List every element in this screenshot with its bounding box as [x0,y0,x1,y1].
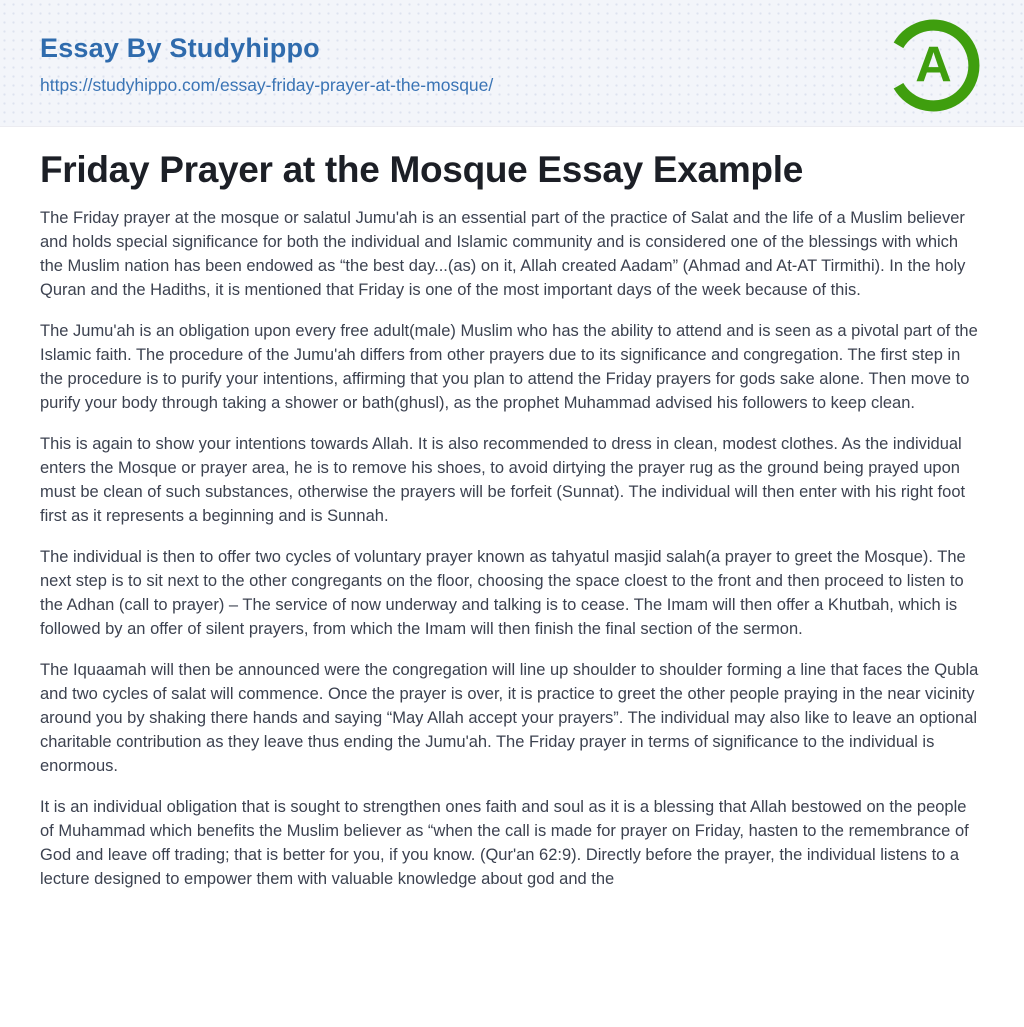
site-title: Essay By Studyhippo [40,33,320,64]
logo-letter: A [915,35,952,93]
essay-paragraph-2: The Jumu'ah is an obligation upon every free adult(male) Muslim who has the ability to attend and is seen as a pivotal part of the Islamic faith. The procedure of the Jumu'ah differs from other prayers due to its significance and congregation. The first step in the procedure is to purify your intentions, affirming that you plan to attend the Friday prayers for gods sake alone. Then move to purify your body through taking a shower or bath(ghusl), as the prophet Muhammad advised his followers to keep clean. [40,322,978,413]
studyhippo-logo-icon [885,16,982,113]
essay-paragraph-1: The Friday prayer at the mosque or salatul Jumu'ah is an essential part of the practice of Salat and the life of a Muslim believer and holds special significance for both the individual and Islamic community and is considered one of the blessings with which the Muslim nation has been endowed as “the best day...(as) on it, Allah created Aadam” (Ahmad and At-AT Tirmithi). In the holy Quran and the Hadiths, it is mentioned that Friday is one of the most important days of the week because of this. [40,209,966,300]
essay-paragraph-3: This is again to show your intentions towards Allah. It is also recommended to dress in clean, modest clothes. As the individual enters the Mosque or prayer area, he is to remove his shoes, to avoid dirtying the prayer rug as the ground being prayed upon must be clean of such substances, otherwise the prayers will be forfeit (Sunnat). The individual will then enter with his right foot first as it represents a beginning and is Sunnah. [40,435,966,526]
essay-paragraph-6: It is an individual obligation that is sought to strengthen ones faith and soul as it is a blessing that Allah bestowed on the people of Muhammad which benefits the Muslim believer as “when the call is made for prayer on Friday, hasten to the remembrance of God and leave off trading; that is better for you, if you know. (Qur'an 62:9). Directly before the prayer, the individual listens to a lecture designed to empower them with valuable knowledge about god and the [40,798,969,889]
essay-paragraph-5: The Iquaamah will then be announced were the congregation will line up shoulder to shoulder forming a line that faces the Qubla and two cycles of salat will commence. Once the prayer is over, it is practice to greet the other people praying in the near vicinity around you by shaking there hands and saying “May Allah accept your prayers”. The individual may also like to leave an optional charitable contribution as they leave thus ending the Jumu'ah. The Friday prayer in terms of significance to the individual is enormous. [40,661,979,776]
essay-paragraph-4: The individual is then to offer two cycles of voluntary prayer known as tahyatul masjid salah(a prayer to greet the Mosque). The next step is to sit next to the other congregants on the floor, choosing the space cloest to the front and then proceed to listen to the Adhan (call to prayer) – The service of now underway and talking is to cease. The Imam will then offer a Khutbah, which is followed by an offer of silent prayers, from which the Imam will then finish the final section of the sermon. [40,548,966,639]
article-title: Friday Prayer at the Mosque Essay Example [40,149,803,190]
site-header [0,0,1024,127]
article-content [0,127,1024,891]
page-url-link[interactable]: https://studyhippo.com/essay-friday-prayer-at-the-mosque/ [40,75,494,96]
header-text-block [40,31,493,95]
